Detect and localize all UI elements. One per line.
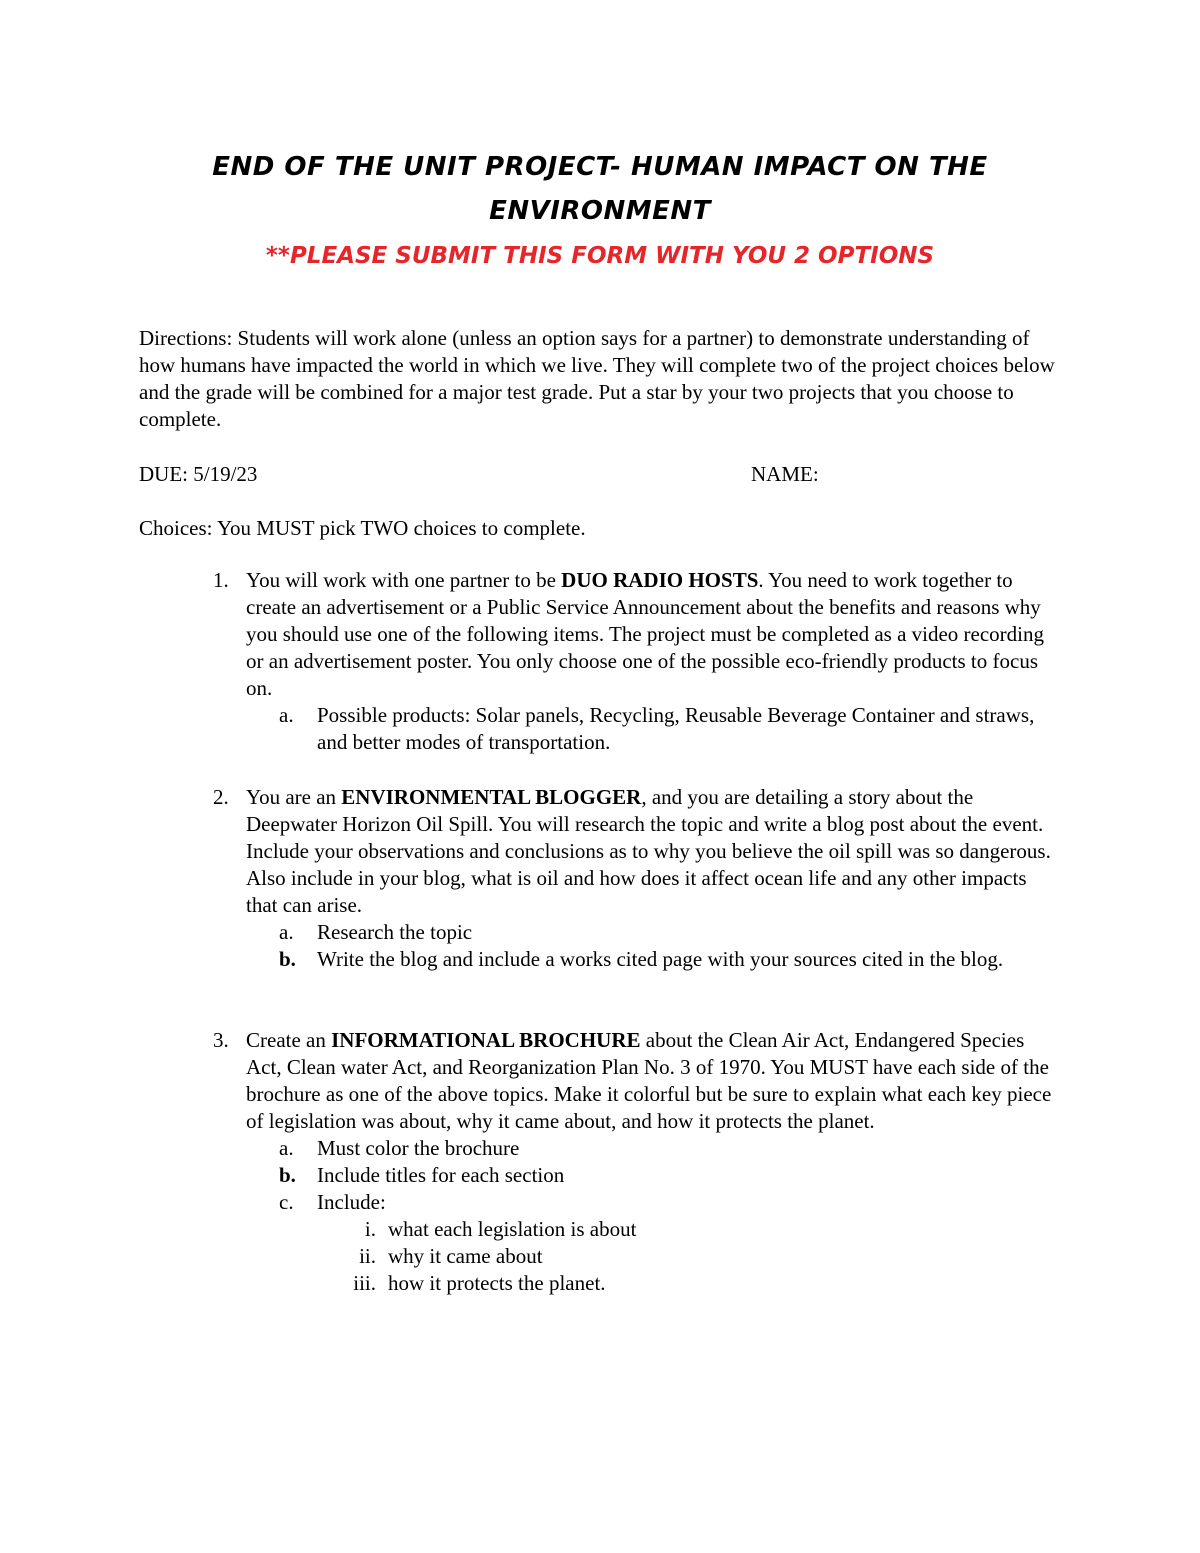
directions-paragraph: Directions: Students will work alone (unless an option says for a partner) to demonstrate understanding of how humans have impacted the world in which we live. They will complete two of the project choices below and the grade will be combined for a major test grade. Put a star by your two projects that you choose to complete. (139, 326, 1055, 431)
choice-role: INFORMATIONAL BROCHURE (331, 1028, 641, 1052)
choice-body (246, 567, 1061, 756)
choice-text-after: . You need to work together to create an advertisement or a Public Service Announcement about the benefits and reasons why you should use one of the following items. The project must be completed as a video recording or an advertisement poster. You only choose one of the possible eco-friendly products to focus on. (246, 568, 1045, 700)
sub-item (246, 1135, 1061, 1162)
choice-number: 3. (213, 1028, 229, 1052)
choice-role: ENVIRONMENTAL BLOGGER (341, 785, 642, 809)
choice-number: 2. (213, 785, 229, 809)
sub-item-text: Include: (317, 1190, 386, 1214)
choice-text (246, 784, 1061, 919)
choice-item-1 (139, 567, 1069, 757)
sub-sub-item-text: what each legislation is about (388, 1217, 637, 1241)
sub-item-text: Must color the brochure (317, 1136, 520, 1160)
sub-sub-item-numeral: ii. (359, 1244, 376, 1268)
choices-intro: Choices: You MUST pick TWO choices to complete. (139, 516, 586, 540)
sub-item-letter: a. (279, 1136, 294, 1160)
choice-text-before: Create an (246, 1028, 332, 1052)
choice-body (246, 784, 1061, 973)
choice-number: 1. (213, 568, 229, 592)
sub-sub-item-numeral: iii. (353, 1271, 376, 1295)
sub-item-text: Write the blog and include a works cited page with your sources cited in the blog. (317, 947, 1004, 971)
page-title-line-1: END OF THE UNIT PROJECT- HUMAN IMPACT ON THE (212, 152, 988, 182)
sub-sub-item (246, 1270, 1061, 1297)
choice-item-2 (139, 784, 1069, 1004)
sub-sub-item-text: why it came about (388, 1244, 543, 1268)
sub-item-text: Include titles for each section (317, 1163, 565, 1187)
sub-sub-item (246, 1216, 1061, 1243)
choice-body (246, 1027, 1061, 1297)
choice-text-after: , and you are detailing a story about the Deepwater Horizon Oil Spill. You will research the topic and write a blog post about the event. Include your observations and conclusions as to why you believe the oil spill was so dangerous. Also include in your blog, what is oil and how does it affect ocean life and any other impacts that can arise. (246, 785, 1051, 917)
sub-item (246, 919, 1061, 946)
choice-text (246, 1027, 1061, 1135)
sub-item (246, 1189, 1061, 1216)
sub-item-text: Possible products: Solar panels, Recycling, Reusable Beverage Container and straws, and better modes of transportation. (317, 703, 1035, 754)
name-label: NAME: (751, 462, 819, 486)
choice-text-after: about the Clean Air Act, Endangered Species Act, Clean water Act, and Reorganization Plan No. 3 of 1970. You MUST have each side of the brochure as one of the above topics. Make it colorful but be sure to explain what each key piece of legislation was about, why it came about, and how it protects the planet. (246, 1028, 1052, 1133)
sub-item-text: Research the topic (317, 920, 473, 944)
choice-item-3 (139, 1027, 1069, 1327)
sub-item-letter: a. (279, 920, 294, 944)
sub-item (246, 702, 1061, 756)
submit-instruction: **PLEASE SUBMIT THIS FORM WITH YOU 2 OPTIONS (265, 243, 935, 269)
sub-sub-item-numeral: i. (364, 1217, 376, 1241)
page-title-line-2: ENVIRONMENT (489, 196, 711, 226)
choice-text-before: You are an (246, 785, 342, 809)
sub-item (246, 946, 1061, 973)
sub-sub-item-text: how it protects the planet. (388, 1271, 606, 1295)
choice-text (246, 567, 1061, 702)
sub-item-letter: b. (279, 1163, 296, 1187)
due-date: DUE: 5/19/23 (139, 462, 258, 486)
sub-item (246, 1162, 1061, 1189)
sub-item-letter: b. (279, 947, 296, 971)
sub-item-letter: c. (279, 1190, 294, 1214)
sub-item-letter: a. (279, 703, 294, 727)
sub-sub-item (246, 1243, 1061, 1270)
choice-text-before: You will work with one partner to be (246, 568, 562, 592)
choice-role: DUO RADIO HOSTS (561, 568, 759, 592)
